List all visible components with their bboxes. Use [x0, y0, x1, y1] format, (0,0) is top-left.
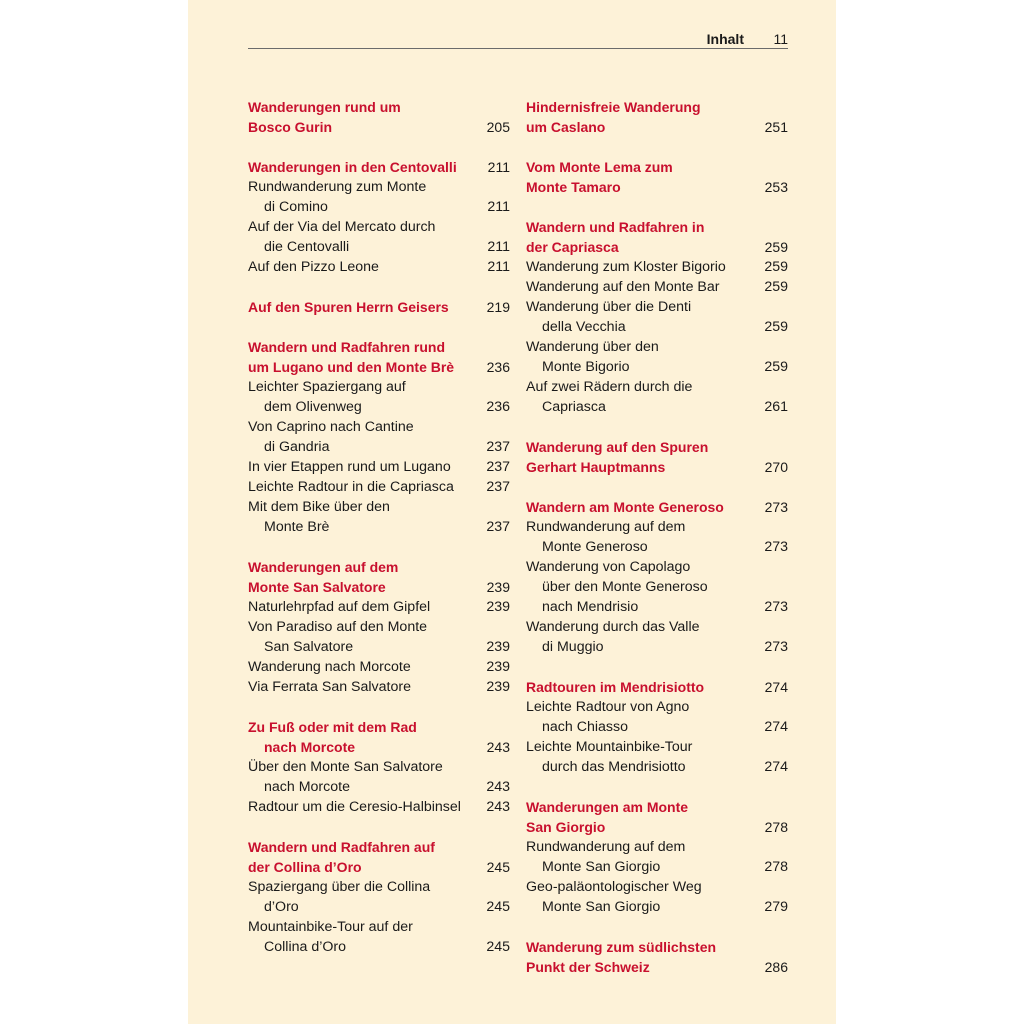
toc-page-number: 243 [486, 799, 510, 815]
toc-page-number: 236 [486, 359, 510, 375]
toc-entry [526, 897, 788, 917]
toc-entry-text: Monte Bigorio [542, 359, 630, 375]
toc-page-number: 211 [487, 159, 510, 175]
toc-heading [526, 97, 788, 117]
toc-column-left [248, 97, 510, 977]
toc-heading [526, 797, 788, 817]
toc-page-number: 237 [486, 459, 510, 475]
toc-heading [526, 117, 788, 137]
toc-heading [526, 497, 788, 517]
toc-entry [526, 537, 788, 557]
toc-entry [248, 397, 510, 417]
toc-page-number: 239 [486, 679, 510, 695]
toc-entry-text: Auf der Via del Mercato durch [248, 219, 436, 235]
toc-heading [248, 117, 510, 137]
toc-entry-text: Leichte Radtour in die Capriasca [248, 479, 454, 495]
toc-page-number: 239 [486, 599, 510, 615]
toc-entry-text: Monte San Giorgio [542, 859, 661, 875]
toc-page-number: 259 [764, 239, 788, 255]
toc-entry [526, 597, 788, 617]
toc-heading [526, 457, 788, 477]
toc-entry [248, 897, 510, 917]
toc-entry [248, 777, 510, 797]
toc-heading-text: Wandern und Radfahren rund [248, 339, 446, 355]
toc-heading [248, 837, 510, 857]
toc-entry [526, 357, 788, 377]
toc-page-number: 270 [764, 459, 788, 475]
toc-heading-text: Wanderungen auf dem [248, 559, 399, 575]
toc-page-number: 245 [486, 939, 510, 955]
toc-section [526, 497, 788, 657]
toc-entry [526, 717, 788, 737]
toc-page-number: 273 [764, 599, 788, 615]
page-header [248, 28, 788, 49]
toc-entry-text: nach Mendrisio [542, 599, 639, 615]
toc-page-number: 274 [764, 719, 788, 735]
toc-heading-text: Wanderung auf den Spuren [526, 439, 709, 455]
toc-page-number: 211 [487, 259, 510, 275]
toc-heading [526, 157, 788, 177]
toc-entry [526, 297, 788, 317]
toc-entry-text: nach Morcote [264, 779, 350, 795]
toc-heading-text: Wanderung zum südlichsten [526, 939, 717, 955]
toc-page-number: 279 [764, 899, 788, 915]
toc-entry-text: In vier Etappen rund um Lugano [248, 459, 451, 475]
toc-heading [526, 437, 788, 457]
toc-entry-text: di Gandria [264, 439, 330, 455]
toc-heading-text: San Giorgio [526, 819, 606, 835]
toc-heading [248, 97, 510, 117]
toc-page-number: 259 [764, 279, 788, 295]
toc-section [248, 837, 510, 957]
toc-entry-text: die Centovalli [264, 239, 350, 255]
toc-page-number: 274 [764, 759, 788, 775]
toc-heading [526, 217, 788, 237]
toc-entry-text: Monte San Giorgio [542, 899, 661, 915]
toc-heading-text: Bosco Gurin [248, 119, 333, 135]
toc-heading-text: Wandern und Radfahren in [526, 219, 705, 235]
toc-heading-text: Wanderungen am Monte [526, 799, 689, 815]
page-number: 11 [773, 31, 788, 47]
toc-section [526, 157, 788, 197]
toc-entry [248, 937, 510, 957]
toc-entry-text: Wanderung durch das Valle [526, 619, 700, 635]
toc-page-number: 236 [486, 399, 510, 415]
toc-page-number: 243 [486, 739, 510, 755]
toc-entry [248, 497, 510, 517]
toc-page-number: 278 [764, 819, 788, 835]
toc-entry [248, 417, 510, 437]
toc-entry-text: Collina d’Oro [264, 939, 347, 955]
toc-heading-text: Radtouren im Mendrisiotto [526, 679, 705, 695]
toc-entry [248, 197, 510, 217]
toc-entry-text: Monte Brè [264, 519, 330, 535]
toc-heading [526, 677, 788, 697]
toc-page-number: 259 [764, 359, 788, 375]
toc-entry [526, 757, 788, 777]
toc-page-number: 273 [764, 639, 788, 655]
toc-page-number: 243 [486, 779, 510, 795]
toc-heading-text: Hindernisfreie Wanderung [526, 99, 701, 115]
toc-entry-text: Mit dem Bike über den [248, 499, 390, 515]
toc-entry [248, 257, 510, 277]
toc-entry-text: Via Ferrata San Salvatore [248, 679, 411, 695]
toc-page-number: 237 [486, 439, 510, 455]
toc-entry-text: Wanderung über die Denti [526, 299, 692, 315]
toc-entry [248, 377, 510, 397]
toc-entry [248, 217, 510, 237]
toc-entry-text: durch das Mendrisiotto [542, 759, 686, 775]
book-page [188, 0, 836, 1024]
toc-section [248, 97, 510, 137]
toc-entry-text: Leichter Spaziergang auf [248, 379, 406, 395]
toc-heading [248, 297, 510, 317]
toc-entry-text: San Salvatore [264, 639, 354, 655]
toc-page-number: 273 [764, 539, 788, 555]
toc-heading-text: der Capriasca [526, 239, 619, 255]
toc-entry [248, 917, 510, 937]
toc-entry [526, 857, 788, 877]
toc-entry [248, 877, 510, 897]
toc-entry-text: di Comino [264, 199, 328, 215]
toc-page-number: 239 [486, 579, 510, 595]
toc-entry [526, 337, 788, 357]
toc-section [526, 677, 788, 777]
toc-page-number: 237 [486, 479, 510, 495]
toc-heading [248, 337, 510, 357]
toc-entry [248, 477, 510, 497]
toc-page-number: 259 [764, 259, 788, 275]
toc-page-number: 286 [764, 959, 788, 975]
toc-page-number: 237 [486, 519, 510, 535]
toc-entry [248, 677, 510, 697]
toc-heading [248, 157, 510, 177]
toc-section [248, 157, 510, 277]
toc-entry-text: Mountainbike-Tour auf der [248, 919, 413, 935]
toc-entry [526, 837, 788, 857]
toc-heading [248, 737, 510, 757]
toc-heading [526, 937, 788, 957]
toc-heading-text: nach Morcote [264, 739, 356, 755]
toc-page-number: 211 [487, 199, 510, 215]
toc-page-number: 261 [764, 399, 788, 415]
toc-entry-text: Spaziergang über die Collina [248, 879, 431, 895]
toc-heading-text: Vom Monte Lema zum [526, 159, 673, 175]
toc-entry [248, 597, 510, 617]
toc-entry-text: d’Oro [264, 899, 299, 915]
toc-entry-text: nach Chiasso [542, 719, 628, 735]
toc-entry [526, 697, 788, 717]
toc-heading-text: Wanderungen rund um [248, 99, 401, 115]
toc-entry [526, 877, 788, 897]
toc-entry-text: di Muggio [542, 639, 604, 655]
toc-column-right [526, 97, 788, 997]
toc-heading-text: der Collina d’Oro [248, 859, 362, 875]
toc-entry [248, 657, 510, 677]
toc-heading-text: Wanderungen in den Centovalli [248, 159, 457, 175]
toc-entry [248, 177, 510, 197]
toc-entry-text: Wanderung nach Morcote [248, 659, 411, 675]
toc-section [526, 97, 788, 137]
toc-page-number: 239 [486, 659, 510, 675]
toc-entry-text: Wanderung von Capolago [526, 559, 691, 575]
toc-page-number: 239 [486, 639, 510, 655]
toc-section [526, 437, 788, 477]
toc-entry [526, 317, 788, 337]
toc-entry-text: Auf den Pizzo Leone [248, 259, 379, 275]
toc-entry-text: Radtour um die Ceresio-Halbinsel [248, 799, 461, 815]
toc-page-number: 251 [764, 119, 788, 135]
toc-heading [526, 817, 788, 837]
toc-entry-text: Von Caprino nach Cantine [248, 419, 414, 435]
toc-entry-text: Rundwanderung auf dem [526, 519, 686, 535]
toc-section [248, 557, 510, 697]
toc-heading-text: Auf den Spuren Herrn Geisers [248, 299, 449, 315]
toc-heading [248, 857, 510, 877]
toc-page-number: 278 [764, 859, 788, 875]
toc-heading-text: Gerhart Hauptmanns [526, 459, 666, 475]
toc-section [526, 937, 788, 977]
toc-entry [526, 377, 788, 397]
toc-page-number: 219 [486, 299, 510, 315]
toc-heading [248, 717, 510, 737]
toc-entry [526, 517, 788, 537]
toc-entry [248, 517, 510, 537]
toc-entry-text: Geo-paläontologischer Weg [526, 879, 702, 895]
toc-heading [248, 357, 510, 377]
toc-entry [248, 457, 510, 477]
toc-heading [526, 957, 788, 977]
toc-entry-text: Wanderung auf den Monte Bar [526, 279, 720, 295]
toc-heading-text: Zu Fuß oder mit dem Rad [248, 719, 417, 735]
toc-entry-text: Wanderung über den [526, 339, 659, 355]
toc-page-number: 273 [764, 499, 788, 515]
toc-section [526, 797, 788, 917]
toc-page-number: 259 [764, 319, 788, 335]
toc-entry [248, 437, 510, 457]
toc-entry [248, 237, 510, 257]
toc-section [526, 217, 788, 417]
toc-heading [248, 557, 510, 577]
toc-entry-text: über den Monte Generoso [542, 579, 708, 595]
toc-section [248, 337, 510, 537]
toc-entry [526, 557, 788, 577]
toc-entry-text: Über den Monte San Salvatore [248, 759, 443, 775]
toc-entry-text: Wanderung zum Kloster Bigorio [526, 259, 726, 275]
toc-entry-text: dem Olivenweg [264, 399, 362, 415]
header-title: Inhalt [706, 31, 744, 47]
toc-section [248, 297, 510, 317]
toc-heading-text: Wandern am Monte Generoso [526, 499, 724, 515]
toc-page-number: 245 [486, 899, 510, 915]
toc-entry-text: Rundwanderung auf dem [526, 839, 686, 855]
toc-entry-text: Capriasca [542, 399, 606, 415]
toc-heading-text: Wandern und Radfahren auf [248, 839, 435, 855]
toc-page-number: 205 [486, 119, 510, 135]
toc-heading-text: Monte San Salvatore [248, 579, 386, 595]
toc-page-number: 211 [487, 239, 510, 255]
toc-entry-text: Rundwanderung zum Monte [248, 179, 427, 195]
toc-entry [248, 617, 510, 637]
toc-heading [526, 237, 788, 257]
toc-entry-text: della Vecchia [542, 319, 626, 335]
toc-entry-text: Monte Generoso [542, 539, 648, 555]
toc-heading-text: um Caslano [526, 119, 606, 135]
toc-entry [526, 737, 788, 757]
toc-page-number: 253 [764, 179, 788, 195]
toc-entry [526, 617, 788, 637]
toc-entry [526, 257, 788, 277]
toc-entry [526, 637, 788, 657]
toc-entry-text: Leichte Mountainbike-Tour [526, 739, 693, 755]
toc-heading-text: Monte Tamaro [526, 179, 621, 195]
toc-entry [526, 277, 788, 297]
toc-entry [526, 577, 788, 597]
toc-entry-text: Naturlehrpfad auf dem Gipfel [248, 599, 431, 615]
toc-heading-text: Punkt der Schweiz [526, 959, 650, 975]
toc-page-number: 245 [486, 859, 510, 875]
toc-heading [248, 577, 510, 597]
toc-entry-text: Von Paradiso auf den Monte [248, 619, 428, 635]
toc-entry [248, 637, 510, 657]
toc-entry-text: Auf zwei Rädern durch die [526, 379, 693, 395]
toc-entry [248, 757, 510, 777]
toc-entry [248, 797, 510, 817]
toc-heading-text: um Lugano und den Monte Brè [248, 359, 455, 375]
toc-entry-text: Leichte Radtour von Agno [526, 699, 690, 715]
toc-page-number: 274 [764, 679, 788, 695]
toc-heading [526, 177, 788, 197]
toc-entry [526, 397, 788, 417]
toc-section [248, 717, 510, 817]
